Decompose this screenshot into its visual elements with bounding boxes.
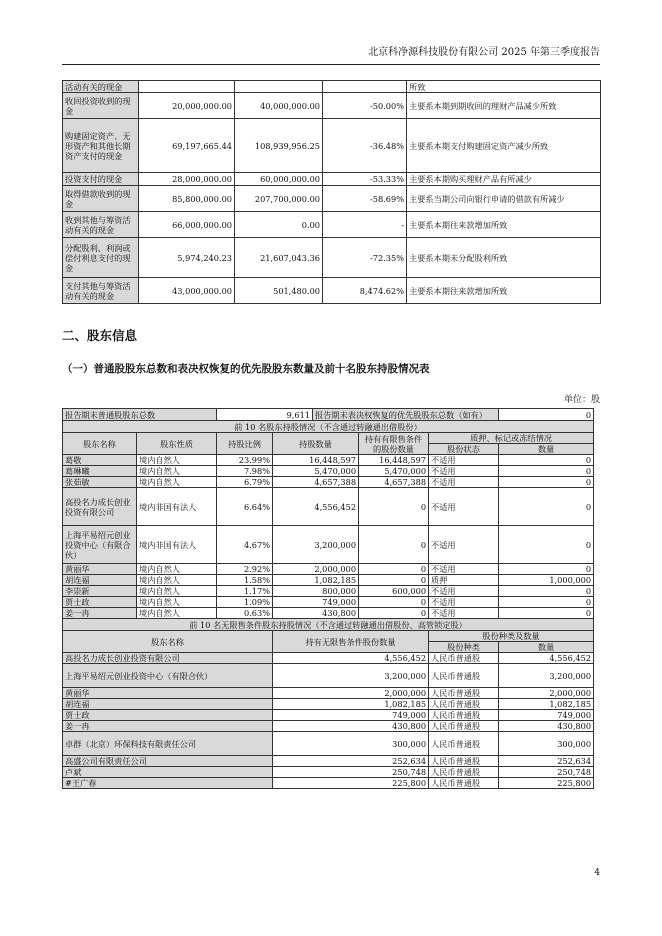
shareholder-restricted: 0 [359, 608, 429, 619]
unrestricted-kind: 人民币普通股 [429, 721, 499, 732]
shareholder-qty: 4,657,388 [273, 477, 359, 488]
cash-item: 活动有关的现金 [63, 81, 139, 93]
unrestricted-row [63, 710, 594, 721]
unrestricted-amount: 225,800 [499, 778, 594, 789]
shareholder-amount: 0 [499, 608, 594, 619]
unit-label: 单位：股 [563, 395, 600, 405]
shareholder-nature: 境内自然人 [137, 477, 217, 488]
cash-row [63, 173, 601, 186]
unrestricted-qty: 252,634 [273, 756, 429, 767]
unrestricted-name: 上海平易绍元创业投资中心（有限合伙） [63, 664, 273, 688]
shareholder-nature: 境内自然人 [137, 564, 217, 575]
shareholder-status: 不适用 [429, 564, 499, 575]
unrestricted-kind: 人民币普通股 [429, 653, 499, 664]
unrestricted-title-row [63, 619, 594, 631]
cash-row [63, 93, 601, 119]
shareholder-ratio: 6.64% [217, 488, 273, 526]
shareholder-status: 不适用 [429, 597, 499, 608]
top10-title-row [63, 421, 594, 433]
cash-item: 投资支付的现金 [63, 173, 139, 186]
shareholder-qty: 800,000 [273, 586, 359, 597]
shareholder-qty: 3,200,000 [273, 526, 359, 564]
cash-previous: 501,480.00 [235, 278, 323, 304]
summary-row [63, 409, 594, 421]
shareholder-status: 不适用 [429, 586, 499, 597]
cash-current: 43,000,000.00 [139, 278, 235, 304]
shareholder-name: 贾士政 [63, 597, 137, 608]
cash-change: -36.48% [323, 119, 407, 173]
cash-change: -58.69% [323, 186, 407, 212]
shareholder-qty: 1,082,185 [273, 575, 359, 586]
header-qty: 持股数量 [273, 433, 359, 455]
header-pledge: 质押、标记或冻结情况 [429, 433, 594, 444]
shareholder-name: 胡连福 [63, 575, 137, 586]
page-number: 4 [594, 868, 600, 878]
unrestricted-amount: 1,082,185 [499, 699, 594, 710]
unrestricted-qty: 2,000,000 [273, 688, 429, 699]
header-nature: 股东性质 [137, 433, 217, 455]
shareholder-amount: 0 [499, 526, 594, 564]
cash-current: 69,197,665.44 [139, 119, 235, 173]
cash-previous: 21,607,043.36 [235, 238, 323, 278]
shareholder-name: 黄丽华 [63, 564, 137, 575]
shareholder-table [62, 408, 594, 789]
unrestricted-name: 高盛公司有限责任公司 [63, 756, 273, 767]
shareholder-status: 不适用 [429, 526, 499, 564]
shareholder-amount: 0 [499, 597, 594, 608]
shareholder-qty: 2,000,000 [273, 564, 359, 575]
shareholder-ratio: 1.17% [217, 586, 273, 597]
unrestricted-header-kind: 股份种类 [429, 642, 499, 653]
header-restricted: 持有有限售条件的股份数量 [359, 433, 429, 455]
shareholder-qty: 16,448,597 [273, 455, 359, 466]
shareholder-status: 不适用 [429, 477, 499, 488]
top10-title: 前 10 名股东持股情况（不含通过转融通出借股份） [63, 421, 594, 433]
unrestricted-qty: 3,200,000 [273, 664, 429, 688]
unrestricted-kind: 人民币普通股 [429, 699, 499, 710]
unrestricted-amount: 300,000 [499, 732, 594, 756]
shareholder-nature: 境内自然人 [137, 466, 217, 477]
shareholder-name: 姜一冉 [63, 608, 137, 619]
cash-row [63, 119, 601, 173]
unrestricted-name: 卢斌 [63, 767, 273, 778]
shareholder-name: 葛琳曦 [63, 466, 137, 477]
cash-item: 收到其他与筹资活动有关的现金 [63, 212, 139, 238]
shareholder-status: 不适用 [429, 608, 499, 619]
unrestricted-qty: 250,748 [273, 767, 429, 778]
unrestricted-name: #王广春 [63, 778, 273, 789]
shareholder-ratio: 4.67% [217, 526, 273, 564]
shareholder-nature: 境内非国有法人 [137, 526, 217, 564]
unrestricted-row [63, 767, 594, 778]
summary-label-1: 报告期末普通股股东总数 [63, 409, 217, 421]
section-title: 二、股东信息 [62, 328, 138, 343]
cash-previous: 60,000,000.00 [235, 173, 323, 186]
shareholder-row [63, 477, 594, 488]
shareholder-ratio: 6.79% [217, 477, 273, 488]
shareholder-status: 不适用 [429, 488, 499, 526]
shareholder-ratio: 0.63% [217, 608, 273, 619]
unrestricted-qty: 1,082,185 [273, 699, 429, 710]
cash-reason: 主要系本期支付购建固定资产减少所致 [407, 119, 601, 173]
unrestricted-kind: 人民币普通股 [429, 688, 499, 699]
cash-reason: 主要系当期公司向银行申请的借款有所减少 [407, 186, 601, 212]
unrestricted-qty: 4,556,452 [273, 653, 429, 664]
unrestricted-amount: 430,800 [499, 721, 594, 732]
shareholder-ratio: 1.58% [217, 575, 273, 586]
shareholder-nature: 境内非国有法人 [137, 488, 217, 526]
shareholder-row [63, 586, 594, 597]
cash-previous [235, 81, 323, 93]
unrestricted-amount: 2,000,000 [499, 688, 594, 699]
unrestricted-header-qty: 持有无限售条件股份数量 [273, 631, 429, 653]
shareholder-ratio: 1.09% [217, 597, 273, 608]
shareholder-amount: 0 [499, 564, 594, 575]
cash-reason: 主要系本期到期收回的理财产品减少所致 [407, 93, 601, 119]
header-ratio: 持股比例 [217, 433, 273, 455]
unrestricted-kind: 人民币普通股 [429, 664, 499, 688]
header-name: 股东名称 [63, 433, 137, 455]
cash-row [63, 238, 601, 278]
shareholder-amount: 1,000,000 [499, 575, 594, 586]
cash-previous: 0.00 [235, 212, 323, 238]
shareholder-row [63, 608, 594, 619]
shareholder-restricted: 4,657,388 [359, 477, 429, 488]
shareholder-amount: 0 [499, 477, 594, 488]
unrestricted-header-row [63, 631, 594, 642]
shareholder-restricted: 0 [359, 575, 429, 586]
shareholder-qty: 5,470,000 [273, 466, 359, 477]
cash-change: -53.33% [323, 173, 407, 186]
unrestricted-row [63, 688, 594, 699]
unrestricted-amount: 250,748 [499, 767, 594, 778]
cash-flow-table [62, 80, 601, 304]
unrestricted-name: 卓群（北京）环保科技有限责任公司 [63, 732, 273, 756]
unrestricted-amount: 749,000 [499, 710, 594, 721]
cash-item: 分配股利、利润或偿付利息支付的现金 [63, 238, 139, 278]
shareholder-name: 张茹敏 [63, 477, 137, 488]
shareholder-amount: 0 [499, 455, 594, 466]
unrestricted-header-kind-group: 股份种类及数量 [429, 631, 594, 642]
shareholder-qty: 4,556,452 [273, 488, 359, 526]
shareholder-row [63, 466, 594, 477]
unrestricted-kind: 人民币普通股 [429, 767, 499, 778]
unrestricted-name: 胡连福 [63, 699, 273, 710]
cash-reason: 主要系本期往来款增加所致 [407, 212, 601, 238]
shareholder-name: 高投名力成长创业投资有限公司 [63, 488, 137, 526]
shareholder-restricted: 0 [359, 597, 429, 608]
unrestricted-name: 高投名力成长创业投资有限公司 [63, 653, 273, 664]
unrestricted-amount: 3,200,000 [499, 664, 594, 688]
summary-label-2: 报告期末表决权恢复的优先股股东总数（如有） [313, 409, 499, 421]
summary-value-2: 0 [499, 409, 594, 421]
unrestricted-qty: 225,800 [273, 778, 429, 789]
top10-header-row [63, 433, 594, 444]
unrestricted-title: 前 10 名无限售条件股东持股情况（不含通过转融通出借股份、高管锁定股） [63, 619, 594, 631]
shareholder-row [63, 564, 594, 575]
cash-current [139, 81, 235, 93]
cash-change: - [323, 212, 407, 238]
unrestricted-amount: 4,556,452 [499, 653, 594, 664]
cash-reason: 所致 [407, 81, 601, 93]
section-subtitle: （一）普通股股东总数和表决权恢复的优先股股东数量及前十名股东持股情况表 [62, 363, 430, 375]
shareholder-nature: 境内自然人 [137, 575, 217, 586]
cash-current: 5,974,240.23 [139, 238, 235, 278]
unrestricted-row [63, 664, 594, 688]
cash-row [63, 212, 601, 238]
shareholder-status: 质押 [429, 575, 499, 586]
header-status: 股份状态 [429, 444, 499, 455]
unrestricted-qty: 300,000 [273, 732, 429, 756]
unrestricted-kind: 人民币普通股 [429, 732, 499, 756]
shareholder-nature: 境内自然人 [137, 608, 217, 619]
unrestricted-amount: 252,634 [499, 756, 594, 767]
cash-item: 购建固定资产、无形资产和其他长期资产支付的现金 [63, 119, 139, 173]
shareholder-row [63, 597, 594, 608]
cash-current: 28,000,000.00 [139, 173, 235, 186]
shareholder-row [63, 575, 594, 586]
cash-change: 8,474.62% [323, 278, 407, 304]
shareholder-nature: 境内自然人 [137, 455, 217, 466]
cash-current: 66,000,000.00 [139, 212, 235, 238]
cash-current: 20,000,000.00 [139, 93, 235, 119]
unrestricted-kind: 人民币普通股 [429, 778, 499, 789]
cash-change: -50.00% [323, 93, 407, 119]
shareholder-restricted: 0 [359, 526, 429, 564]
unrestricted-header-amount: 数量 [499, 642, 594, 653]
cash-reason: 主要系本期购买理财产品有所减少 [407, 173, 601, 186]
unrestricted-header-name: 股东名称 [63, 631, 273, 653]
cash-previous: 40,000,000.00 [235, 93, 323, 119]
shareholder-name: 上海平易绍元创业投资中心（有限合伙） [63, 526, 137, 564]
shareholder-ratio: 7.98% [217, 466, 273, 477]
unrestricted-row [63, 699, 594, 710]
shareholder-restricted: 5,470,000 [359, 466, 429, 477]
cash-item: 取得借款收到的现金 [63, 186, 139, 212]
cash-reason: 主要系本期往来款增加所致 [407, 278, 601, 304]
shareholder-amount: 0 [499, 488, 594, 526]
cash-reason: 主要系本期未分配股利所致 [407, 238, 601, 278]
summary-value-1: 9,611 [217, 409, 313, 421]
cash-row [63, 278, 601, 304]
header-amount: 数量 [499, 444, 594, 455]
shareholder-status: 不适用 [429, 455, 499, 466]
cash-row [63, 81, 601, 93]
cash-current: 85,800,000.00 [139, 186, 235, 212]
cash-item: 支付其他与筹资活动有关的现金 [63, 278, 139, 304]
unrestricted-row [63, 653, 594, 664]
cash-row [63, 186, 601, 212]
shareholder-restricted: 0 [359, 488, 429, 526]
unrestricted-kind: 人民币普通股 [429, 756, 499, 767]
shareholder-nature: 境内自然人 [137, 597, 217, 608]
shareholder-ratio: 23.99% [217, 455, 273, 466]
shareholder-ratio: 2.92% [217, 564, 273, 575]
unrestricted-name: 贾士政 [63, 710, 273, 721]
shareholder-amount: 0 [499, 586, 594, 597]
shareholder-restricted: 0 [359, 564, 429, 575]
cash-previous: 108,939,956.25 [235, 119, 323, 173]
cash-change: -72.35% [323, 238, 407, 278]
shareholder-nature: 境内自然人 [137, 586, 217, 597]
shareholder-restricted: 16,448,597 [359, 455, 429, 466]
unrestricted-name: 黄丽华 [63, 688, 273, 699]
shareholder-row [63, 526, 594, 564]
shareholder-row [63, 455, 594, 466]
cash-item: 收回投资收到的现金 [63, 93, 139, 119]
unrestricted-kind: 人民币普通股 [429, 710, 499, 721]
shareholder-name: 李崇新 [63, 586, 137, 597]
shareholder-amount: 0 [499, 466, 594, 477]
shareholder-name: 葛敬 [63, 455, 137, 466]
shareholder-qty: 749,000 [273, 597, 359, 608]
cash-previous: 207,700,000.00 [235, 186, 323, 212]
unrestricted-qty: 430,800 [273, 721, 429, 732]
shareholder-restricted: 600,000 [359, 586, 429, 597]
unrestricted-row [63, 721, 594, 732]
cash-change [323, 81, 407, 93]
shareholder-row [63, 488, 594, 526]
unrestricted-name: 姜一冉 [63, 721, 273, 732]
unrestricted-row [63, 756, 594, 767]
page-header: 北京科净源科技股份有限公司 2025 年第三季度报告 [62, 46, 600, 65]
shareholder-status: 不适用 [429, 466, 499, 477]
unrestricted-qty: 749,000 [273, 710, 429, 721]
unrestricted-row [63, 778, 594, 789]
shareholder-qty: 430,800 [273, 608, 359, 619]
unrestricted-row [63, 732, 594, 756]
